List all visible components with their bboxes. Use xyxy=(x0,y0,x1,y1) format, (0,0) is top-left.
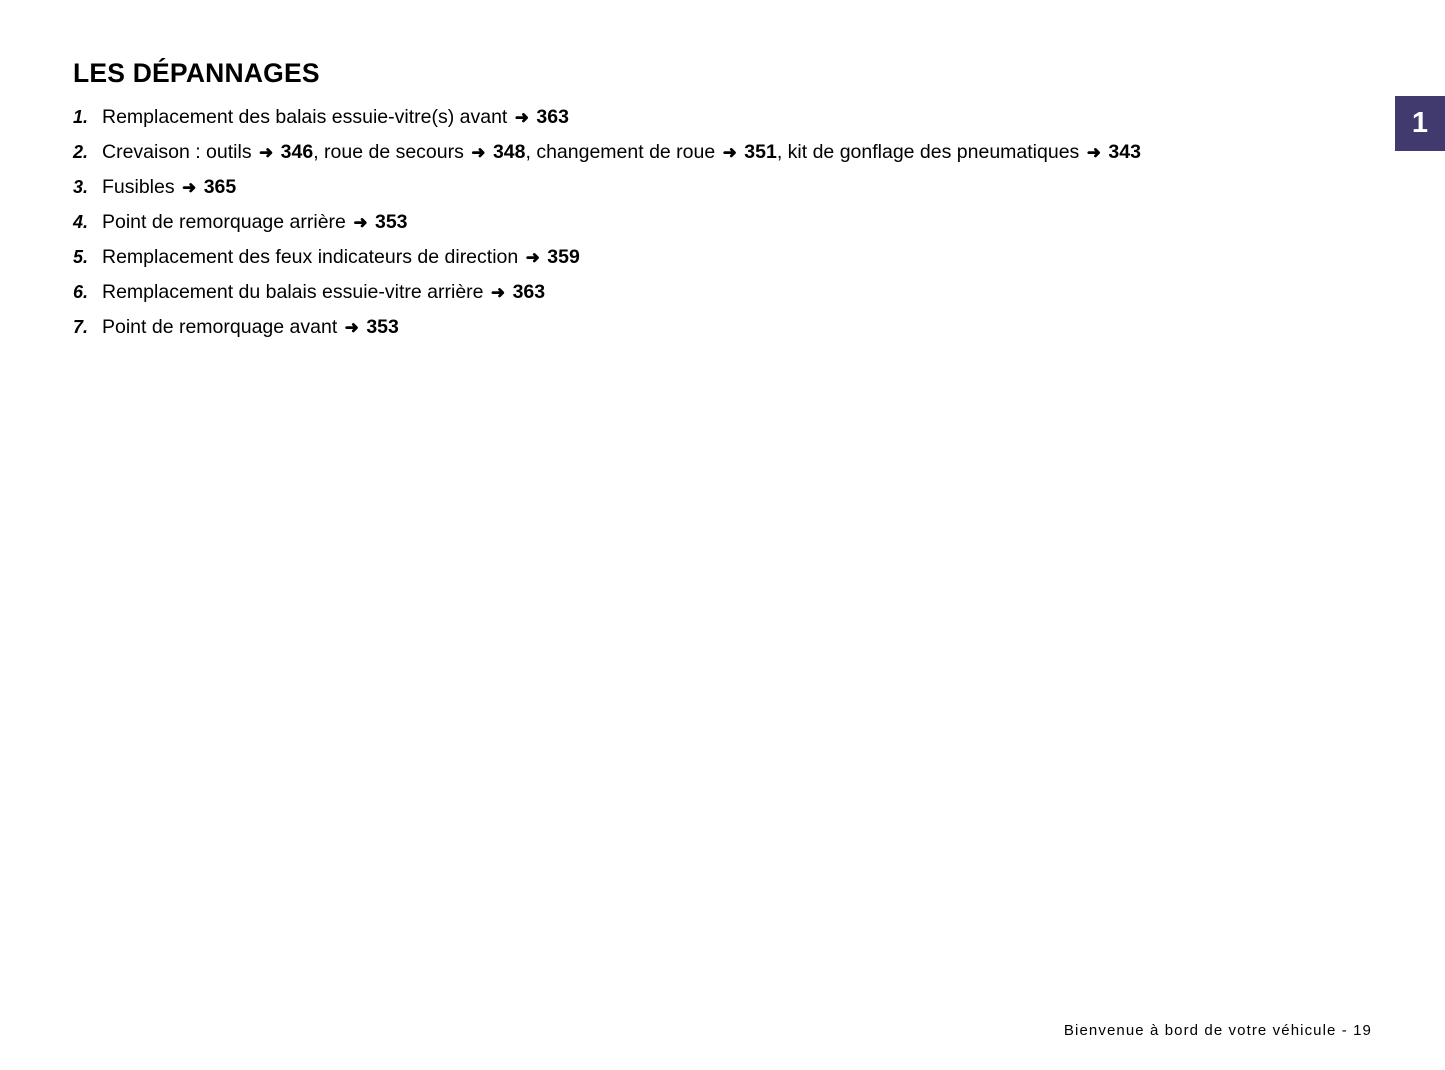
page-reference-number: 363 xyxy=(531,106,569,128)
page-reference-number: 343 xyxy=(1102,141,1141,163)
list-item-label: , roue de secours xyxy=(313,141,470,163)
list-item[interactable] xyxy=(73,275,1363,310)
page-reference-number: 353 xyxy=(360,316,399,338)
list-item[interactable] xyxy=(73,100,1363,135)
list-item[interactable] xyxy=(73,310,1363,345)
list-item-text xyxy=(102,310,399,345)
page-reference-arrow-icon: ➜ xyxy=(1086,143,1101,162)
list-item-label: , changement de roue xyxy=(525,141,721,163)
page-reference-number: 359 xyxy=(541,246,580,268)
page-reference-arrow-icon: ➜ xyxy=(525,248,540,267)
list-item-number: 4. xyxy=(73,212,89,232)
list-item-label: Remplacement des balais essuie-vitre(s) avant xyxy=(102,106,513,128)
page-reference-number: 363 xyxy=(507,281,546,303)
list-item-text xyxy=(102,135,1141,170)
list-item-label: Crevaison : outils xyxy=(102,141,257,163)
page-reference-arrow-icon: ➜ xyxy=(353,213,368,232)
list-item-label: Remplacement du balais essuie-vitre arrière xyxy=(102,281,489,303)
list-item[interactable] xyxy=(73,170,1363,205)
list-item-number: 3. xyxy=(73,177,89,197)
chapter-tab: 1 xyxy=(1395,96,1445,151)
page-reference-number: 346 xyxy=(275,141,314,163)
list-item-label: Point de remorquage arrière xyxy=(102,211,352,233)
page-reference-number: 348 xyxy=(487,141,526,163)
list-item-text xyxy=(102,170,236,205)
page-reference-arrow-icon: ➜ xyxy=(344,318,359,337)
list-item-label: Point de remorquage avant xyxy=(102,316,343,338)
list-item-text xyxy=(102,275,545,310)
page-reference-arrow-icon: ➜ xyxy=(471,143,486,162)
list-item-label: Fusibles xyxy=(102,176,181,198)
list-item[interactable] xyxy=(73,135,1363,170)
list-item-number: 2. xyxy=(73,142,89,162)
list-item-label: Remplacement des feux indicateurs de direction xyxy=(102,246,524,268)
list-item-number: 5. xyxy=(73,247,89,267)
page-reference-arrow-icon: ➜ xyxy=(182,178,197,197)
list-item[interactable] xyxy=(73,240,1363,275)
page-reference-arrow-icon: ➜ xyxy=(490,283,506,302)
list-item-label: , kit de gonflage des pneumatiques xyxy=(776,141,1085,163)
list-item-text xyxy=(102,240,580,275)
page-reference-number: 365 xyxy=(198,176,237,198)
troubleshooting-list xyxy=(73,100,1363,345)
page-footer: Bienvenue à bord de votre véhicule - 19 xyxy=(1063,1022,1372,1039)
list-item-number: 1. xyxy=(73,107,89,127)
page-reference-number: 353 xyxy=(369,211,408,233)
list-item[interactable] xyxy=(73,205,1363,240)
page-reference-arrow-icon: ➜ xyxy=(722,143,737,162)
page-reference-arrow-icon: ➜ xyxy=(258,143,274,162)
page-reference-number: 351 xyxy=(738,141,777,163)
list-item-number: 6. xyxy=(73,282,89,302)
list-item-text xyxy=(102,100,569,135)
page-reference-arrow-icon: ➜ xyxy=(514,108,530,127)
page-title: LES DÉPANNAGES xyxy=(73,57,320,88)
list-item-text xyxy=(102,205,408,240)
list-item-number: 7. xyxy=(73,317,89,337)
